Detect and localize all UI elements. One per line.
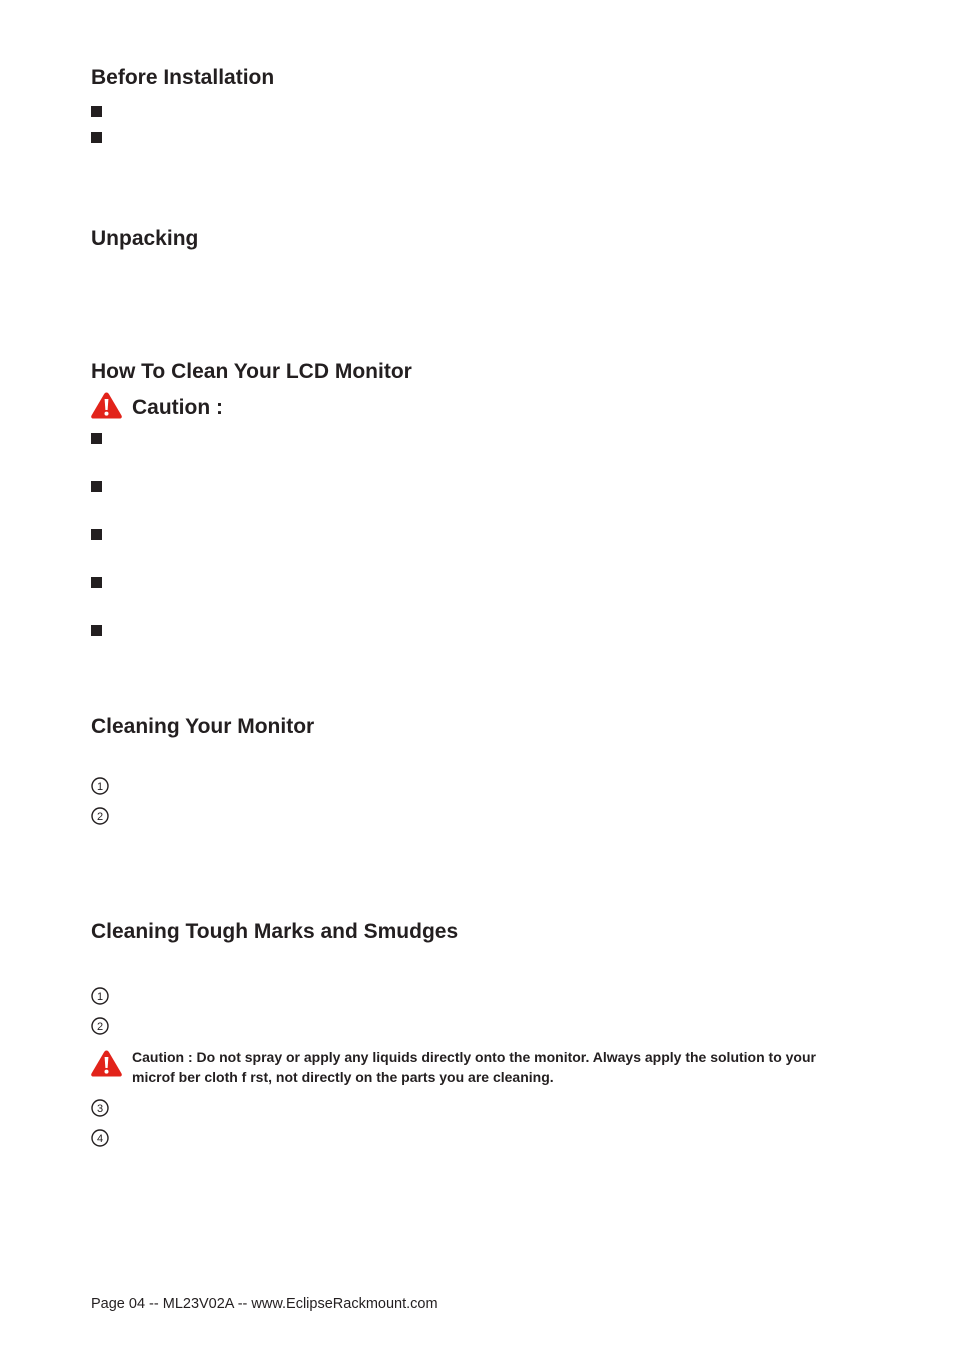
- caution-note: Caution : Do not spray or apply any liquids directly onto the monitor. Always apply the solution to your microf ber cloth f rst, not directly on the parts you are cleaning.: [132, 1049, 816, 1085]
- svg-text:1: 1: [96, 991, 104, 1003]
- svg-text:2: 2: [96, 811, 104, 823]
- svg-text:3: 3: [96, 1103, 104, 1115]
- step-number-1: [91, 777, 109, 795]
- heading-how-to-clean: How To Clean Your LCD Monitor: [91, 360, 412, 383]
- step-number-4: [91, 1129, 109, 1147]
- heading-before-installation: Before Installation: [91, 66, 275, 89]
- caution-label: Caution :: [132, 396, 223, 419]
- bullet-square: [91, 481, 102, 492]
- step-number-2: [91, 1017, 109, 1035]
- page-footer: Page 04 -- ML23V02A -- www.EclipseRackmount.com: [91, 1296, 438, 1312]
- bullet-square: [91, 132, 102, 143]
- bullet-square: [91, 433, 102, 444]
- heading-cleaning-your-monitor: Cleaning Your Monitor: [91, 715, 315, 738]
- bullet-square: [91, 577, 102, 588]
- heading-unpacking: Unpacking: [91, 227, 199, 250]
- bullet-square: [91, 625, 102, 636]
- step-number-2: [91, 807, 109, 825]
- step-number-1: [91, 987, 109, 1005]
- bullet-square: [91, 106, 102, 117]
- svg-text:1: 1: [96, 781, 104, 793]
- heading-cleaning-tough-marks: Cleaning Tough Marks and Smudges: [91, 920, 459, 943]
- warning-triangle-icon: [90, 391, 123, 420]
- step-number-3: [91, 1099, 109, 1117]
- bullet-square: [91, 529, 102, 540]
- svg-text:2: 2: [96, 1021, 104, 1033]
- warning-triangle-icon: [90, 1049, 123, 1078]
- svg-text:4: 4: [96, 1133, 104, 1145]
